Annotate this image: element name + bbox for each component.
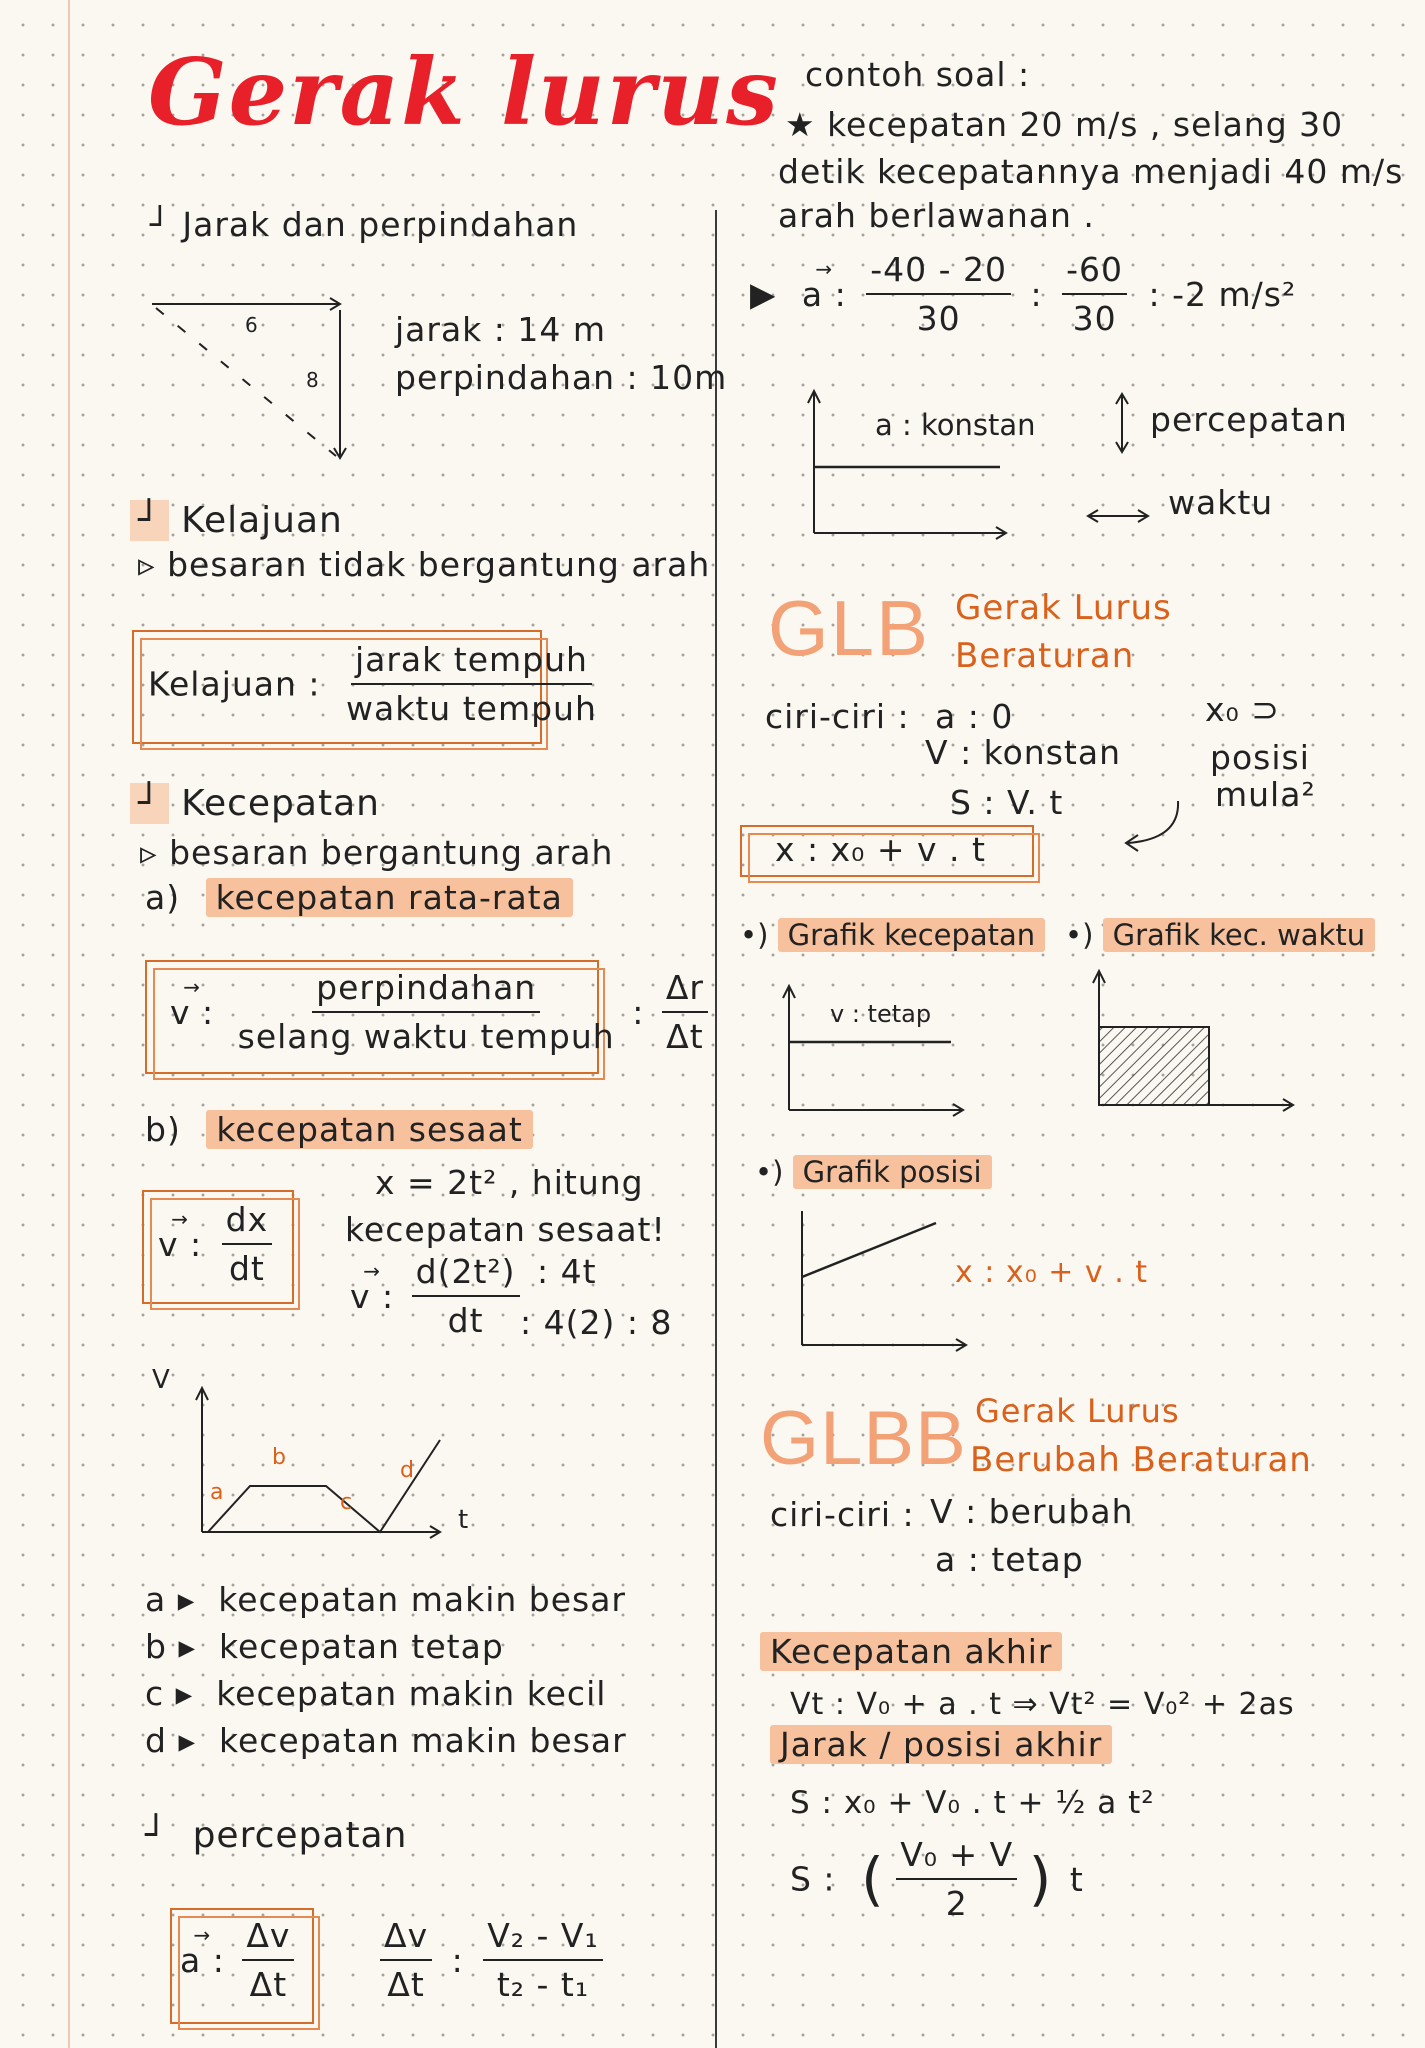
acceleration-denominator-2: Δt bbox=[387, 1965, 425, 2004]
s2-denominator: 2 bbox=[945, 1884, 968, 1923]
legend-waktu: waktu bbox=[1168, 483, 1274, 522]
s2-lhs: S : bbox=[790, 1859, 836, 1899]
kecepatan-rata-rata-heading bbox=[145, 878, 573, 917]
solution-lhs: → a : bbox=[802, 275, 847, 314]
legend-item bbox=[145, 1721, 627, 1760]
avg-velocity-eq: : bbox=[632, 992, 645, 1032]
kecepatan-sesaat-title: kecepatan sesaat bbox=[206, 1110, 533, 1149]
acceleration-lhs: → a : bbox=[180, 1941, 225, 1980]
grafik-kecepatan-label: v : tetap bbox=[830, 1000, 932, 1028]
heading-kelajuan-text: Kelajuan bbox=[181, 500, 343, 541]
avg-velocity-fraction bbox=[238, 968, 615, 1056]
legend-item bbox=[145, 1674, 606, 1713]
avg-velocity-fraction-2 bbox=[662, 968, 708, 1056]
inst-velocity-fraction bbox=[222, 1200, 272, 1288]
legend-value: kecepatan makin besar bbox=[218, 1580, 626, 1619]
solution-numerator-2: -60 bbox=[1062, 250, 1127, 295]
glb-ciri-3: S : V. t bbox=[950, 783, 1064, 822]
kecepatan-bullet-text: besaran bergantung arah bbox=[169, 833, 614, 872]
kecepatan-bullet bbox=[140, 833, 613, 872]
kelajuan-numerator: jarak tempuh bbox=[351, 640, 592, 685]
acceleration-fraction-2 bbox=[380, 1916, 432, 2004]
triangle-icon: ▹ bbox=[140, 833, 170, 872]
perpindahan-value: perpindahan : 10m bbox=[395, 358, 728, 397]
grafik-kec-waktu-title-text: Grafik kec. waktu bbox=[1103, 918, 1375, 952]
solution-eq: : bbox=[1030, 274, 1043, 314]
kelajuan-lhs: Kelajuan : bbox=[148, 664, 321, 704]
inst-velocity-lhs: → v : bbox=[158, 1225, 202, 1264]
item-a-label: a) bbox=[145, 878, 181, 917]
example-result-2: : 4(2) : 8 bbox=[520, 1303, 673, 1342]
grafik-posisi-title-text: Grafik posisi bbox=[793, 1155, 992, 1189]
inst-velocity-numerator: dx bbox=[222, 1200, 272, 1245]
glb-ciri-2: V : konstan bbox=[925, 733, 1121, 772]
solution-fraction-2 bbox=[1062, 250, 1127, 338]
inst-velocity-denominator: dt bbox=[228, 1249, 265, 1288]
bullet-marker: ┘ bbox=[130, 500, 169, 541]
glb-name-2: Beraturan bbox=[955, 636, 1135, 676]
heading-jarak bbox=[150, 205, 578, 244]
graph-label-a: a bbox=[210, 1480, 224, 1505]
example-lhs: → v : bbox=[350, 1277, 394, 1316]
s2-fraction bbox=[896, 1835, 1017, 1923]
label-6: 6 bbox=[245, 313, 258, 337]
s2-t: t bbox=[1069, 1859, 1084, 1899]
kelajuan-denominator: waktu tempuh bbox=[346, 689, 597, 728]
triangle-icon: ▸ bbox=[177, 1580, 196, 1619]
kecepatan-akhir-title bbox=[760, 1632, 1062, 1671]
glbb-abbr: GLBB bbox=[760, 1396, 967, 1481]
solution-denominator-1: 30 bbox=[916, 299, 961, 338]
jarak-akhir-title-text: Jarak / posisi akhir bbox=[770, 1725, 1112, 1764]
glb-x0-2: posisi bbox=[1210, 738, 1310, 777]
kelajuan-fraction bbox=[346, 640, 597, 728]
legend-item bbox=[145, 1580, 626, 1619]
jarak-akhir-title bbox=[770, 1725, 1112, 1764]
legend-key: d bbox=[145, 1721, 167, 1760]
grafik-kec-waktu-graph bbox=[1085, 965, 1305, 1125]
acceleration-eq: : bbox=[451, 1940, 464, 1980]
glbb-ciri: ciri-ciri : bbox=[770, 1495, 915, 1534]
kecepatan-rata-rata-title: kecepatan rata-rata bbox=[206, 878, 573, 917]
acceleration-fraction bbox=[242, 1916, 294, 2004]
acceleration-denominator: Δt bbox=[249, 1965, 288, 2004]
heading-kecepatan bbox=[130, 783, 380, 824]
graph-ylabel: V bbox=[152, 1365, 170, 1395]
avg-velocity-numerator: perpindahan bbox=[312, 968, 540, 1013]
avg-velocity-denominator: selang waktu tempuh bbox=[237, 1017, 615, 1056]
legend-key: a bbox=[145, 1580, 167, 1619]
glbb-name-2: Berubah Beraturan bbox=[970, 1440, 1312, 1480]
acceleration-numerator-2: Δv bbox=[380, 1916, 432, 1961]
solution-numerator-1: -40 - 20 bbox=[866, 250, 1011, 295]
legend-percepatan: percepatan bbox=[1150, 400, 1348, 439]
bullet-marker: ┘ bbox=[145, 1815, 168, 1856]
solution-result: : -2 m/s² bbox=[1148, 274, 1297, 314]
glb-ciri-1: a : 0 bbox=[935, 697, 1014, 736]
heading-jarak-text: Jarak dan perpindahan bbox=[182, 205, 579, 244]
paren-right: ) bbox=[1028, 1845, 1053, 1913]
acceleration-denominator-3: t₂ - t₁ bbox=[496, 1965, 590, 2004]
graph-label-d: d bbox=[400, 1458, 414, 1483]
kecepatan-akhir-title-text: Kecepatan akhir bbox=[760, 1632, 1062, 1671]
contoh-line-2: detik kecepatannya menjadi 40 m/s bbox=[778, 152, 1404, 191]
heading-kelajuan bbox=[130, 500, 343, 541]
bullet-marker: ┘ bbox=[130, 783, 169, 824]
column-divider bbox=[715, 210, 717, 2048]
triangle-icon: ▸ bbox=[178, 1627, 197, 1666]
heading-kecepatan-text: Kecepatan bbox=[181, 783, 380, 824]
legend-key: b bbox=[145, 1627, 167, 1666]
kecepatan-sesaat-heading bbox=[145, 1110, 533, 1149]
kecepatan-akhir-formula: Vt : V₀ + a . t ⇒ Vt² = V₀² + 2as bbox=[790, 1687, 1295, 1722]
jarak-value: jarak : 14 m bbox=[395, 310, 607, 349]
jarak-akhir-formula-2 bbox=[790, 1835, 1084, 1923]
triangle-icon: ▶ bbox=[750, 274, 788, 314]
label-8: 8 bbox=[306, 368, 319, 392]
axis-legend-icons bbox=[1082, 388, 1152, 538]
legend-key: c bbox=[145, 1674, 165, 1713]
glbb-ciri-1: V : berubah bbox=[930, 1492, 1134, 1531]
item-b-label: b) bbox=[145, 1110, 181, 1149]
paren-left: ( bbox=[861, 1845, 885, 1913]
s2-numerator: V₀ + V bbox=[896, 1835, 1017, 1880]
grafik-posisi-graph bbox=[790, 1205, 980, 1355]
left-margin-line bbox=[68, 0, 70, 2048]
graph-a-label bbox=[875, 408, 1036, 442]
triangle-icon: ▹ bbox=[138, 545, 168, 584]
acceleration-fraction-3 bbox=[483, 1916, 603, 2004]
example-denominator: dt bbox=[447, 1301, 484, 1340]
star-icon: ★ bbox=[785, 105, 828, 144]
avg-velocity-denominator-2: Δt bbox=[666, 1017, 704, 1056]
acceleration-numerator: Δv bbox=[242, 1916, 294, 1961]
legend-value: kecepatan makin besar bbox=[219, 1721, 627, 1760]
solution-denominator-2: 30 bbox=[1072, 299, 1117, 338]
velocity-time-graph bbox=[150, 1380, 500, 1550]
kelajuan-bullet-text: besaran tidak bergantung arah bbox=[167, 545, 711, 584]
heading-percepatan-text: percepatan bbox=[192, 1815, 408, 1856]
acceleration-numerator-3: V₂ - V₁ bbox=[483, 1916, 603, 1961]
avg-velocity-numerator-2: Δr bbox=[662, 968, 708, 1013]
glb-name-1: Gerak Lurus bbox=[955, 588, 1172, 628]
curved-arrow-icon bbox=[1110, 795, 1190, 855]
glbb-name-1: Gerak Lurus bbox=[975, 1392, 1180, 1430]
graph-a-label-text: a : konstan bbox=[875, 408, 1036, 442]
inst-velocity-formula bbox=[158, 1200, 272, 1288]
page-title: Gerak lurus bbox=[148, 38, 780, 146]
solution-fraction-1 bbox=[866, 250, 1011, 338]
glb-x0-1: x₀ ⊃ bbox=[1205, 690, 1280, 729]
example-fraction bbox=[412, 1252, 520, 1340]
graph-label-c: c bbox=[340, 1490, 353, 1515]
grafik-kecepatan-title-text: Grafik kecepatan bbox=[778, 918, 1046, 952]
legend-item bbox=[145, 1627, 504, 1666]
avg-velocity-formula bbox=[170, 968, 708, 1056]
grafik-posisi-title: •) Grafik posisi bbox=[755, 1155, 992, 1189]
bullet-marker: ┘ bbox=[150, 205, 183, 244]
example-line-2: kecepatan sesaat! bbox=[345, 1210, 666, 1249]
grafik-kecepatan-title: •) Grafik kecepatan bbox=[740, 918, 1045, 952]
graph-xlabel: t bbox=[458, 1505, 469, 1535]
contoh-line-1-text: kecepatan 20 m/s , selang 30 bbox=[827, 105, 1344, 144]
glb-ciri: ciri-ciri : bbox=[765, 697, 910, 736]
grafik-kec-waktu-title: •) Grafik kec. waktu bbox=[1065, 918, 1375, 952]
glb-formula: x : x₀ + v . t bbox=[775, 830, 986, 869]
contoh-soal-title: contoh soal : bbox=[805, 55, 1031, 94]
grafik-posisi-formula: x : x₀ + v . t bbox=[955, 1255, 1149, 1290]
avg-velocity-lhs: → v : bbox=[170, 993, 214, 1032]
legend-value: kecepatan tetap bbox=[219, 1627, 504, 1666]
triangle-icon: ▸ bbox=[178, 1721, 197, 1760]
acceleration-expansion bbox=[380, 1916, 603, 2004]
graph-label-b: b bbox=[272, 1445, 286, 1470]
contoh-line-1 bbox=[785, 105, 1343, 144]
glb-x0-3: mula² bbox=[1215, 775, 1316, 814]
acceleration-formula bbox=[180, 1916, 294, 2004]
kelajuan-formula bbox=[148, 640, 597, 728]
glbb-ciri-2: a : tetap bbox=[935, 1540, 1084, 1579]
contoh-solution bbox=[750, 250, 1296, 338]
example-result-1: : 4t bbox=[537, 1252, 597, 1291]
legend-value: kecepatan makin kecil bbox=[216, 1674, 607, 1713]
kelajuan-bullet bbox=[138, 545, 710, 584]
example-numerator: d(2t²) bbox=[412, 1252, 520, 1297]
contoh-line-3: arah berlawanan . bbox=[778, 196, 1095, 235]
triangle-icon: ▸ bbox=[175, 1674, 194, 1713]
heading-percepatan bbox=[145, 1815, 407, 1856]
glb-abbr: GLB bbox=[768, 584, 931, 672]
example-line-1: x = 2t² , hitung bbox=[375, 1163, 644, 1202]
jarak-akhir-formula-1: S : x₀ + V₀ . t + ½ a t² bbox=[790, 1785, 1155, 1821]
